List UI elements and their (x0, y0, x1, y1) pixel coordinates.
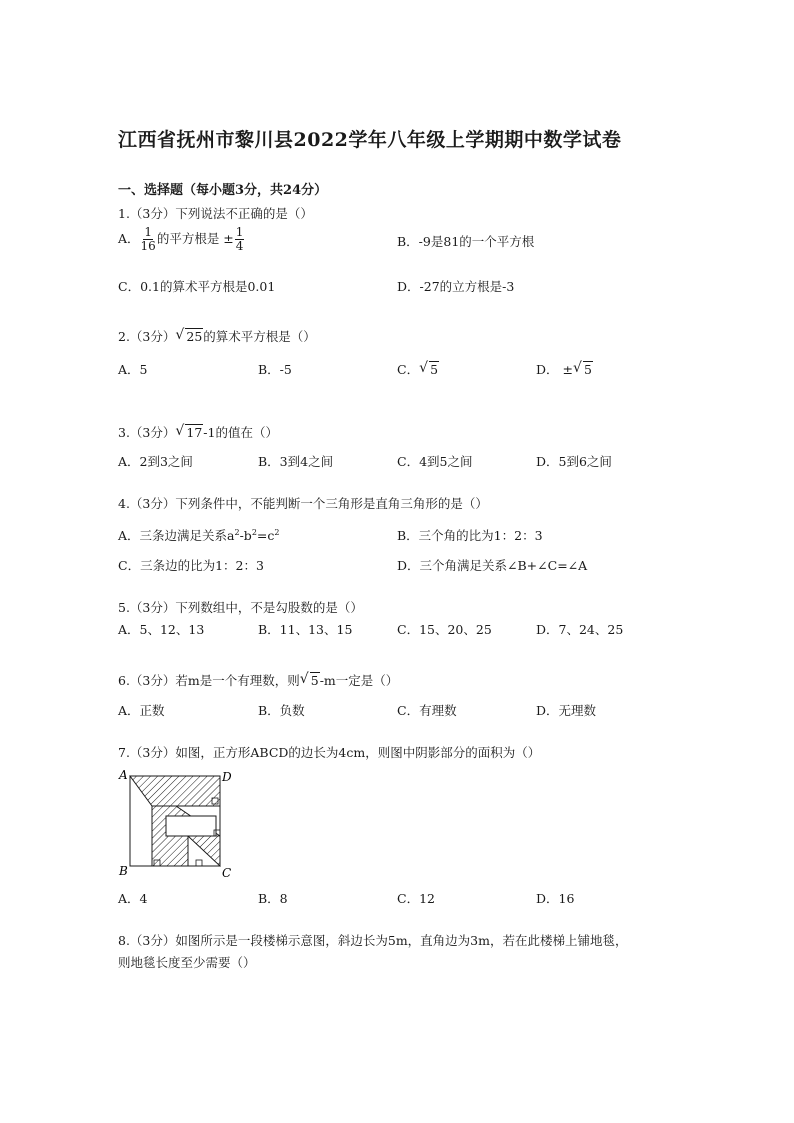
q2-c-prefix: C． (397, 362, 420, 377)
q3-stem-suffix: -1的值在（） (203, 425, 278, 440)
q2-stem-suffix: 的算术平方根是（） (203, 329, 316, 344)
q1-option-a (118, 226, 245, 253)
q3-stem (118, 423, 278, 441)
q7-option-a: A．4 (118, 891, 148, 906)
right-angle-mark-4 (196, 860, 202, 866)
q4-option-a (118, 526, 279, 544)
q6-stem-suffix: -m一定是（） (319, 673, 399, 688)
q1-option-d: D．-27的立方根是-3 (397, 279, 515, 294)
q4-a-sup1: 2 (234, 528, 240, 537)
q1-option-c: C．0.1的算术平方根是0.01 (118, 279, 276, 294)
q1-a-prefix: A． (118, 231, 140, 246)
q6-option-b: B．负数 (258, 703, 305, 718)
q4-option-b: B．三个角的比为1：2：3 (397, 528, 543, 543)
q8-stem-line2: 则地毯长度至少需要（） (118, 955, 256, 970)
q3-option-b: B．3到4之间 (258, 454, 334, 469)
shaded-top-region (130, 776, 220, 806)
q2-option-d (536, 360, 593, 378)
q1-stem: 1.（3分）下列说法不正确的是（） (118, 206, 313, 221)
q5-stem: 5.（3分）下列数组中，不是勾股数的是（） (118, 600, 363, 615)
q2-d-sqrt (574, 362, 593, 377)
q7-square-figure (116, 768, 240, 880)
q7-option-b: B．8 (258, 891, 288, 906)
vertex-label-c: C (222, 866, 232, 880)
q2-c-radicand: 5 (430, 362, 439, 377)
q6-option-d: D．无理数 (536, 703, 597, 718)
q2-stem (118, 327, 316, 345)
q1-a-frac2-den: 4 (235, 239, 244, 253)
q2-c-sqrt (420, 362, 439, 377)
q2-option-a: A．5 (118, 362, 148, 377)
q4-a-sup3: 2 (274, 528, 280, 537)
q3-option-d: D．5到6之间 (536, 454, 612, 469)
q5-option-d: D．7、24、25 (536, 622, 624, 637)
q6-option-a: A．正数 (118, 703, 165, 718)
q5-option-a: A．5、12、13 (118, 622, 205, 637)
q4-a-sup2: 2 (251, 528, 257, 537)
q3-option-a: A．2到3之间 (118, 454, 193, 469)
q1-a-mid: 的平方根是 ± (156, 231, 234, 246)
q4-a-part3: =c (256, 528, 275, 543)
q1-a-fraction-2 (235, 226, 245, 253)
q1-option-b: B．-9是81的一个平方根 (397, 234, 535, 249)
vertex-label-b: B (119, 864, 128, 878)
q3-sqrt (176, 425, 203, 440)
q7-stem: 7.（3分）如图，正方形ABCD的边长为4cm，则图中阴影部分的面积为（） (118, 745, 541, 760)
q2-stem-prefix: 2.（3分） (118, 329, 176, 344)
q4-option-d: D．三个角满足关系∠B+∠C=∠A (397, 558, 588, 573)
q2-d-radicand: 5 (583, 362, 592, 377)
q3-radicand: 17 (186, 425, 203, 440)
q1-a-frac1-num: 1 (144, 225, 152, 239)
q4-stem: 4.（3分）下列条件中，不能判断一个三角形是直角三角形的是（） (118, 496, 488, 511)
q6-sqrt (301, 673, 320, 688)
q6-option-c: C．有理数 (397, 703, 457, 718)
q6-radicand: 5 (310, 673, 319, 688)
q2-d-prefix: D． ± (536, 362, 573, 377)
section-heading: 一、选择题（每小题3分，共24分） (118, 183, 328, 198)
q1-a-frac2-num: 1 (235, 225, 244, 239)
q2-radicand: 25 (186, 329, 203, 344)
q7-option-c: C．12 (397, 891, 435, 906)
q2-option-b: B．-5 (258, 362, 292, 377)
q3-option-c: C．4到5之间 (397, 454, 473, 469)
q1-a-frac1-den: 16 (140, 239, 156, 253)
q3-stem-prefix: 3.（3分） (118, 425, 176, 440)
q4-option-c: C．三条边的比为1：2：3 (118, 558, 264, 573)
inner-white-rect (166, 816, 216, 836)
q4-a-part2: -b (239, 528, 252, 543)
q5-option-b: B．11、13、15 (258, 622, 353, 637)
q4-a-part1: A．三条边满足关系a (118, 528, 235, 543)
q2-option-c (397, 360, 439, 378)
page-title: 江西省抚州市黎川县2022学年八年级上学期期中数学试卷 (118, 129, 622, 151)
q8-stem-line1: 8.（3分）如图所示是一段楼梯示意图，斜边长为5m，直角边为3m，若在此楼梯上铺地毯， (118, 933, 628, 948)
q6-stem (118, 671, 398, 689)
q2-sqrt (176, 329, 203, 344)
vertex-label-a: A (119, 768, 128, 782)
q6-stem-prefix: 6.（3分）若m是一个有理数，则 (118, 673, 300, 688)
q5-option-c: C．15、20、25 (397, 622, 492, 637)
vertex-label-d: D (222, 770, 232, 784)
q1-a-fraction-1 (141, 226, 156, 253)
q7-option-d: D．16 (536, 891, 575, 906)
